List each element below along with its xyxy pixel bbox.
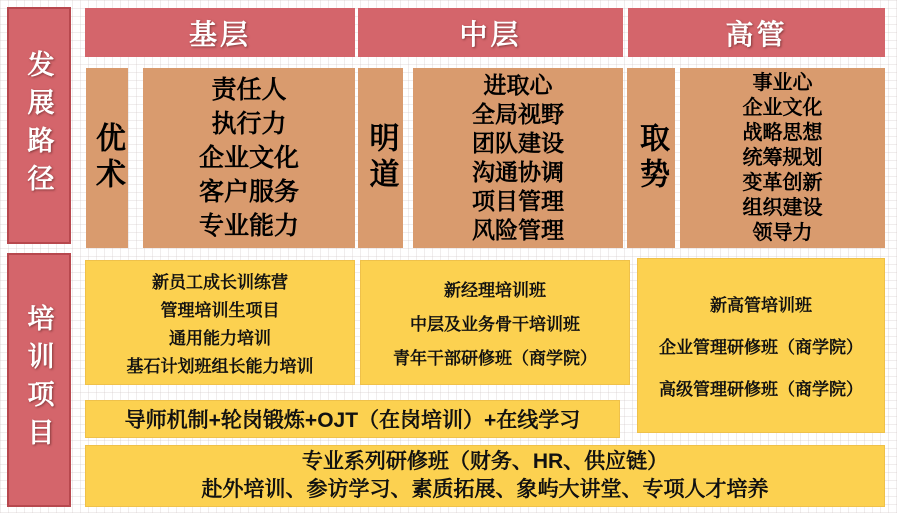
training-bottom-strip — [85, 445, 885, 507]
row-label-training-projects: 培训项目 — [7, 253, 71, 507]
training-box-middle — [360, 260, 630, 385]
bottom-strip-line: 专业系列研修班（财务、HR、供应链） — [301, 450, 669, 473]
skill-item: 执行力 — [211, 110, 287, 138]
training-item: 新经理培训班 — [444, 280, 546, 300]
training-item: 高级管理研修班（商学院） — [659, 380, 863, 399]
training-item: 基石计划班组长能力培训 — [126, 356, 314, 376]
skill-item: 项目管理 — [472, 188, 564, 214]
training-item: 新员工成长训练营 — [152, 273, 288, 293]
column-header-executive: 高管 — [628, 8, 885, 57]
skill-item: 战略思想 — [742, 121, 823, 144]
skill-item: 全局视野 — [472, 101, 564, 127]
method-box-mingdao: 明道 — [358, 68, 403, 248]
skill-item: 沟通协调 — [472, 159, 564, 185]
row-label-development-path: 发展路径 — [7, 7, 71, 244]
training-item: 中层及业务骨干培训班 — [410, 314, 580, 334]
skill-item: 组织建设 — [742, 196, 823, 219]
skill-item: 统筹规划 — [742, 146, 823, 169]
skill-item: 企业文化 — [742, 96, 823, 119]
method-box-qushi: 取势 — [627, 68, 675, 248]
column-header-middle: 中层 — [358, 8, 623, 57]
skill-item: 变革创新 — [742, 171, 823, 194]
training-item: 管理培训生项目 — [160, 301, 280, 321]
training-item: 新高管培训班 — [710, 296, 812, 315]
training-box-executive — [637, 258, 885, 433]
method-box-youshu: 优术 — [86, 68, 128, 248]
skill-item: 风险管理 — [472, 217, 564, 243]
skill-item: 团队建设 — [472, 130, 564, 156]
column-header-grassroots: 基层 — [85, 8, 355, 57]
training-item: 通用能力培训 — [169, 328, 271, 348]
skill-list-executive — [680, 68, 885, 248]
skill-item: 企业文化 — [198, 144, 299, 172]
skill-item: 领导力 — [752, 221, 813, 244]
skill-list-grassroots — [143, 68, 355, 248]
skill-list-middle — [413, 68, 623, 248]
skill-item: 专业能力 — [198, 212, 299, 240]
skill-item: 事业心 — [752, 71, 813, 94]
training-box-grassroots — [85, 260, 355, 385]
skill-item: 责任人 — [211, 76, 287, 104]
training-mechanism-strip: 导师机制+轮岗锻炼+OJT（在岗培训）+在线学习 — [85, 400, 620, 438]
skill-item: 进取心 — [483, 72, 553, 98]
bottom-strip-line: 赴外培训、参访学习、素质拓展、象屿大讲堂、专项人才培养 — [201, 478, 769, 501]
training-item: 青年干部研修班（商学院） — [393, 349, 597, 369]
training-item: 企业管理研修班（商学院） — [659, 338, 863, 357]
skill-item: 客户服务 — [198, 178, 299, 206]
